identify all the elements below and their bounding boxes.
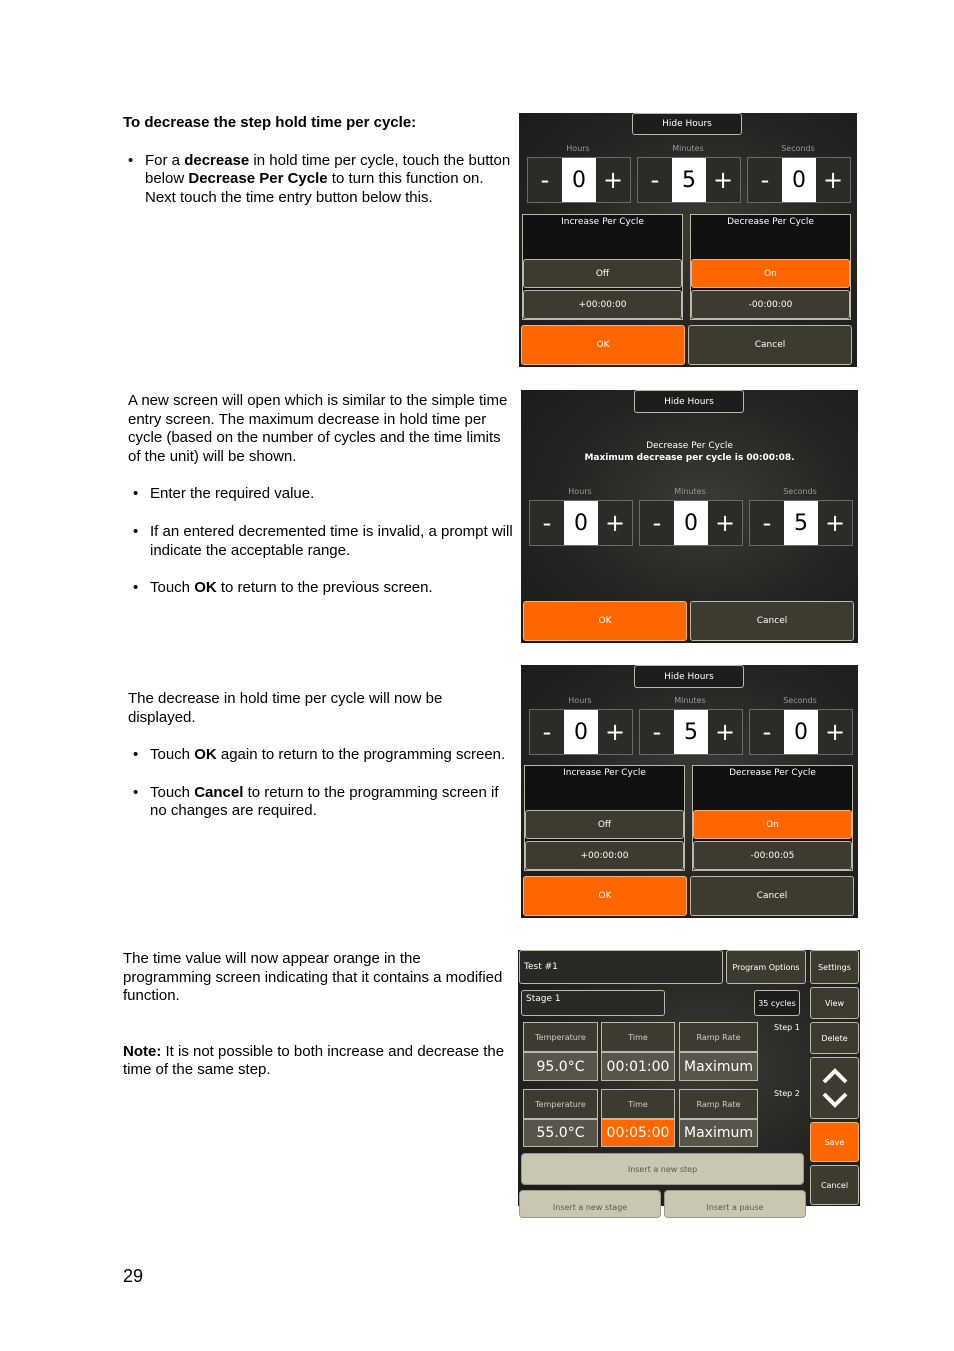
- ok-button[interactable]: OK: [523, 876, 687, 916]
- minutes-spinner: [639, 500, 743, 546]
- hours-plus-button[interactable]: +: [598, 501, 632, 545]
- message-title: Decrease Per Cycle: [646, 441, 733, 451]
- ramp-rate-header: Ramp Rate: [679, 1089, 758, 1119]
- minutes-minus-button[interactable]: -: [640, 501, 674, 545]
- hours-plus-button[interactable]: +: [596, 158, 630, 202]
- cycles-button[interactable]: 35 cycles: [754, 990, 800, 1016]
- screenshot-decrease-entry: [521, 390, 858, 643]
- hours-spinner: [529, 709, 633, 755]
- decrease-time-button[interactable]: -00:00:00: [691, 290, 850, 319]
- hours-minus-button[interactable]: -: [528, 158, 562, 202]
- hide-hours-button[interactable]: Hide Hours: [634, 390, 744, 413]
- seconds-label: Seconds: [781, 144, 815, 153]
- paragraph: The time value will now appear orange in the programming screen indicating that it contains a modified function.: [123, 950, 503, 1005]
- seconds-plus-button[interactable]: +: [818, 710, 852, 754]
- decrease-per-cycle-title: Decrease Per Cycle: [727, 217, 814, 227]
- temperature-header: Temperature: [523, 1022, 598, 1052]
- paragraph: A new screen will open which is similar to the simple time entry screen. The maximum decrease in hold time per cycle (based on the number of cycles and the time limits of the unit) will be shown.: [128, 392, 508, 465]
- bullet-item: • Touch OK again to return to the programming screen.: [128, 746, 513, 765]
- step-2-temperature[interactable]: 55.0°C: [523, 1119, 598, 1147]
- hours-minus-button[interactable]: -: [530, 710, 564, 754]
- section-3-text: [128, 690, 513, 840]
- save-button[interactable]: Save: [810, 1122, 859, 1162]
- step-2-ramp-rate[interactable]: Maximum: [679, 1119, 758, 1147]
- seconds-minus-button[interactable]: -: [750, 710, 784, 754]
- page-number: 29: [123, 1266, 144, 1286]
- settings-button[interactable]: Settings: [810, 950, 859, 984]
- seconds-label: Seconds: [783, 696, 817, 705]
- bullet-item: • Enter the required value.: [128, 485, 513, 504]
- bullet-item: • If an entered decremented time is invalid, a prompt will indicate the acceptable range.: [128, 523, 513, 560]
- section-1-text: [123, 114, 513, 226]
- hours-label: Hours: [568, 696, 592, 705]
- seconds-value[interactable]: 0: [784, 710, 818, 754]
- minutes-spinner: [639, 709, 743, 755]
- hours-value[interactable]: 0: [564, 710, 598, 754]
- seconds-value[interactable]: 0: [782, 158, 816, 202]
- seconds-value[interactable]: 5: [784, 501, 818, 545]
- hours-spinner: [527, 157, 631, 203]
- seconds-spinner: [747, 157, 851, 203]
- program-options-button[interactable]: Program Options: [726, 950, 806, 984]
- minutes-value[interactable]: 5: [672, 158, 706, 202]
- hours-minus-button[interactable]: -: [530, 501, 564, 545]
- minutes-value[interactable]: 5: [674, 710, 708, 754]
- seconds-minus-button[interactable]: -: [750, 501, 784, 545]
- bullet-item: • Touch OK to return to the previous screen.: [128, 579, 513, 598]
- cancel-button[interactable]: Cancel: [810, 1165, 859, 1205]
- seconds-plus-button[interactable]: +: [818, 501, 852, 545]
- delete-button[interactable]: Delete: [810, 1022, 859, 1054]
- up-down-buttons: [810, 1057, 859, 1119]
- increase-per-cycle-title: Increase Per Cycle: [561, 217, 644, 227]
- seconds-plus-button[interactable]: +: [816, 158, 850, 202]
- cancel-button[interactable]: Cancel: [690, 876, 854, 916]
- increase-per-cycle-title: Increase Per Cycle: [563, 768, 646, 778]
- screenshot-time-entry-1: [519, 113, 857, 367]
- program-title[interactable]: Test #1: [519, 950, 723, 984]
- section-4-text: [123, 950, 513, 1099]
- note: Note: It is not possible to both increase and decrease the time of the same step.: [123, 1042, 505, 1079]
- decrease-toggle-button[interactable]: On: [693, 810, 852, 839]
- minutes-plus-button[interactable]: +: [706, 158, 740, 202]
- step-1-label: Step 1: [774, 1023, 800, 1032]
- step-2-label: Step 2: [774, 1089, 800, 1098]
- ramp-rate-header: Ramp Rate: [679, 1022, 758, 1052]
- insert-new-stage-button[interactable]: Insert a new stage: [519, 1190, 661, 1218]
- increase-toggle-button[interactable]: Off: [525, 810, 684, 839]
- hours-label: Hours: [566, 144, 590, 153]
- hours-spinner: [529, 500, 633, 546]
- seconds-spinner: [749, 500, 853, 546]
- decrease-toggle-button[interactable]: On: [691, 259, 850, 288]
- ok-button[interactable]: OK: [523, 601, 687, 641]
- minutes-value[interactable]: 0: [674, 501, 708, 545]
- decrease-per-cycle-title: Decrease Per Cycle: [729, 768, 816, 778]
- paragraph: The decrease in hold time per cycle will now be displayed.: [128, 690, 443, 726]
- increase-toggle-button[interactable]: Off: [523, 259, 682, 288]
- chevron-up-icon[interactable]: [821, 1067, 849, 1085]
- time-header: Time: [601, 1022, 675, 1052]
- ok-button[interactable]: OK: [521, 325, 685, 365]
- insert-pause-button[interactable]: Insert a pause: [664, 1190, 806, 1218]
- hours-value[interactable]: 0: [564, 501, 598, 545]
- step-1-temperature[interactable]: 95.0°C: [523, 1052, 598, 1081]
- hours-label: Hours: [568, 487, 592, 496]
- hide-hours-button[interactable]: Hide Hours: [634, 665, 744, 688]
- hours-plus-button[interactable]: +: [598, 710, 632, 754]
- increase-time-button[interactable]: +00:00:00: [525, 841, 684, 870]
- increase-time-button[interactable]: +00:00:00: [523, 290, 682, 319]
- message-body: Maximum decrease per cycle is 00:00:08.: [584, 453, 795, 463]
- minutes-label: Minutes: [674, 696, 706, 705]
- seconds-label: Seconds: [783, 487, 817, 496]
- step-1-time[interactable]: 00:01:00: [601, 1052, 675, 1081]
- bullet-item: • Touch Cancel to return to the programming screen if no changes are required.: [128, 784, 513, 821]
- section-2-text: [128, 392, 513, 617]
- seconds-spinner: [749, 709, 853, 755]
- hours-value[interactable]: 0: [562, 158, 596, 202]
- step-2-time[interactable]: 00:05:00: [601, 1119, 675, 1147]
- hide-hours-button[interactable]: Hide Hours: [632, 113, 742, 135]
- decrease-time-button[interactable]: -00:00:05: [693, 841, 852, 870]
- bullet-item: • For a decrease in hold time per cycle, touch the button below Decrease Per Cycle to turn this function on. Next touch the time entry button below this.: [123, 152, 513, 208]
- time-header: Time: [601, 1089, 675, 1119]
- minutes-plus-button[interactable]: +: [708, 710, 742, 754]
- minutes-plus-button[interactable]: +: [708, 501, 742, 545]
- insert-new-step-button[interactable]: Insert a new step: [521, 1153, 804, 1185]
- minutes-minus-button[interactable]: -: [640, 710, 674, 754]
- minutes-label: Minutes: [674, 487, 706, 496]
- temperature-header: Temperature: [523, 1089, 598, 1119]
- view-button[interactable]: View: [810, 987, 859, 1019]
- seconds-minus-button[interactable]: -: [748, 158, 782, 202]
- minutes-label: Minutes: [672, 144, 704, 153]
- chevron-down-icon[interactable]: [821, 1091, 849, 1109]
- cancel-button[interactable]: Cancel: [688, 325, 852, 365]
- minutes-minus-button[interactable]: -: [638, 158, 672, 202]
- screenshot-time-entry-2: [521, 665, 858, 918]
- step-1-ramp-rate[interactable]: Maximum: [679, 1052, 758, 1081]
- cancel-button[interactable]: Cancel: [690, 601, 854, 641]
- section-heading: To decrease the step hold time per cycle:: [123, 114, 417, 131]
- screenshot-programming-screen: [518, 950, 860, 1212]
- minutes-spinner: [637, 157, 741, 203]
- stage-field[interactable]: Stage 1: [521, 990, 665, 1016]
